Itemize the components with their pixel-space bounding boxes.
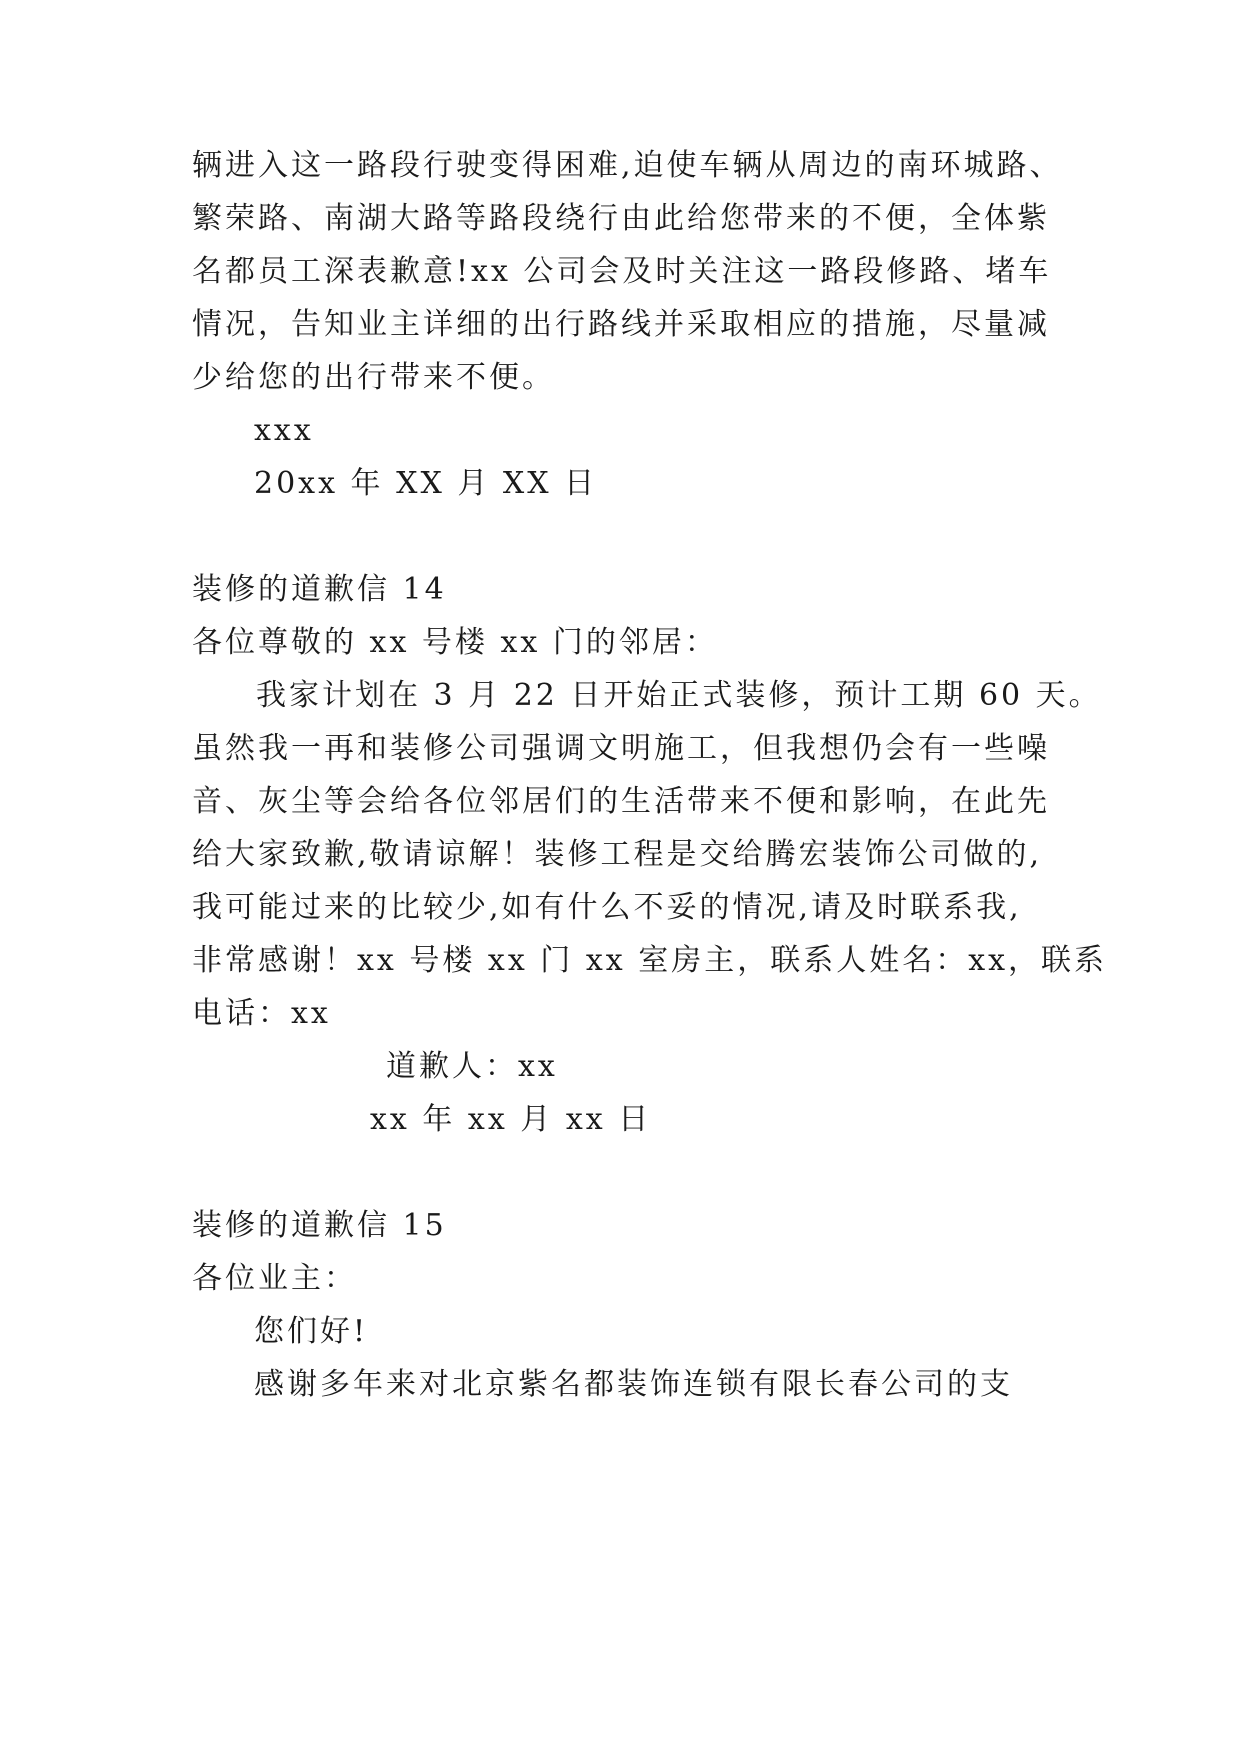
- salutation: 各位业主：: [192, 1261, 357, 1296]
- paragraph-line: 名都员工深表歉意!xx 公司会及时关注这一路段修路、堵车: [192, 254, 1052, 289]
- paragraph-line: 音、灰尘等会给各位邻居们的生活带来不便和影响，在此先: [192, 784, 1050, 819]
- signature: 道歉人：xx: [386, 1049, 558, 1084]
- date: xx 年 xx 月 xx 日: [370, 1102, 652, 1137]
- paragraph-line: 辆进入这一路段行驶变得困难,迫使车辆从周边的南环城路、: [192, 148, 1063, 183]
- greeting: 您们好!: [254, 1314, 369, 1349]
- salutation: 各位尊敬的 xx 号楼 xx 门的邻居：: [192, 625, 718, 660]
- paragraph-line: 情况，告知业主详细的出行路线并采取相应的措施，尽量减: [192, 307, 1050, 342]
- letter-title: 装修的道歉信 15: [192, 1208, 447, 1243]
- paragraph-line: 我可能过来的比较少,如有什么不妥的情况,请及时联系我,: [192, 890, 1022, 925]
- paragraph-line: 繁荣路、南湖大路等路段绕行由此给您带来的不便，全体紫: [192, 201, 1050, 236]
- paragraph-line: 感谢多年来对北京紫名都装饰连锁有限长春公司的支: [254, 1367, 1013, 1402]
- signature: xxx: [254, 413, 314, 448]
- paragraph-line: 电话：xx: [192, 996, 331, 1031]
- date: 20xx 年 XX 月 XX 日: [254, 466, 598, 501]
- paragraph-line: 我家计划在 3 月 22 日开始正式装修，预计工期 60 天。: [256, 678, 1102, 713]
- paragraph-line: 给大家致歉,敬请谅解！装修工程是交给腾宏装饰公司做的,: [192, 837, 1043, 872]
- paragraph-line: 虽然我一再和装修公司强调文明施工，但我想仍会有一些噪: [192, 731, 1050, 766]
- paragraph-line: 少给您的出行带来不便。: [192, 360, 555, 395]
- paragraph-line: 非常感谢！xx 号楼 xx 门 xx 室房主，联系人姓名：xx，联系: [192, 943, 1108, 978]
- letter-title: 装修的道歉信 14: [192, 572, 447, 607]
